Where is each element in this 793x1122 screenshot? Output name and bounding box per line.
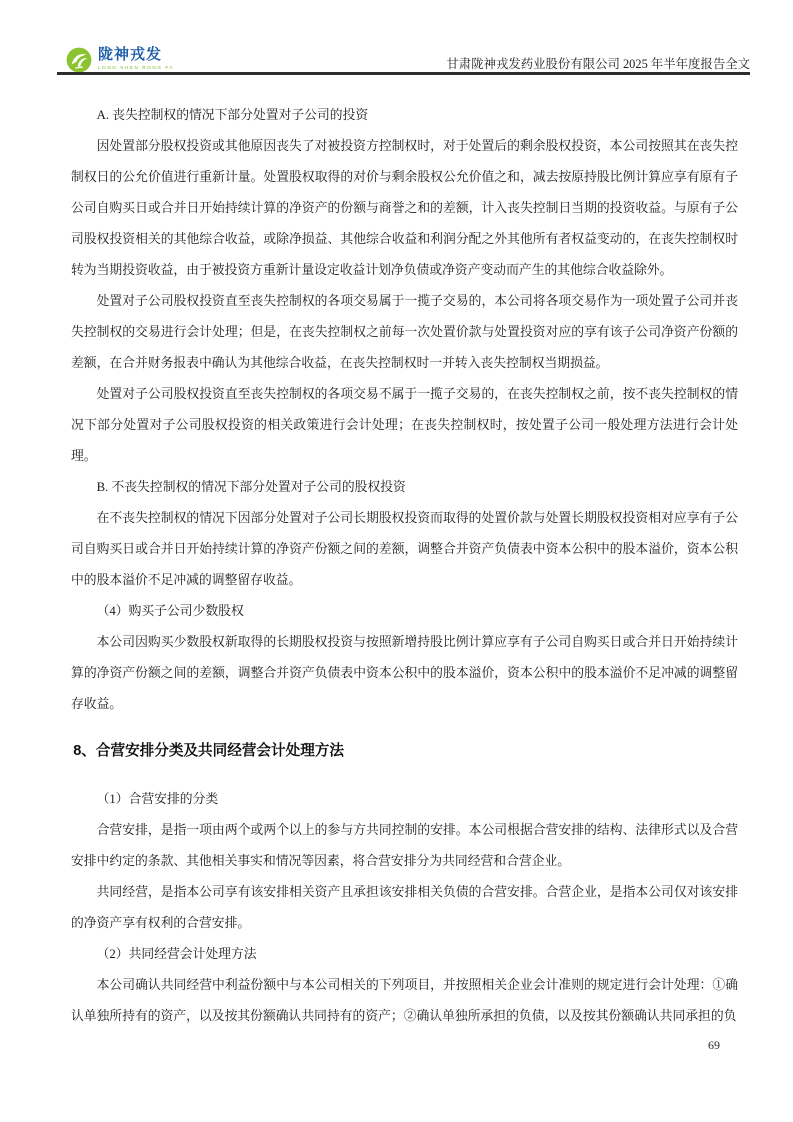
logo-company-name-en: LONG SHEN RONG FA	[98, 65, 175, 70]
paragraph: 合营安排，是指一项由两个或两个以上的参与方共同控制的安排。本公司根据合营安排的结构、法律形式以及合营安排中约定的条款、其他相关事实和情况等因素，将合营安排分为共同经营和合营企业。	[71, 823, 738, 868]
paragraph: 处置对子公司股权投资直至丧失控制权的各项交易不属于一揽子交易的，在丧失控制权之前，按不丧失控制权的情况下部分处置对子公司股权投资的相关政策进行会计处理；在丧失控制权时，按处置子公司一般处理方法进行会计处理。	[71, 387, 738, 463]
company-logo	[66, 47, 174, 73]
paragraph: 本公司因购买少数股权新取得的长期股权投资与按照新增持股比例计算应享有子公司自购买日或合并日开始持续计算的净资产份额之间的差额，调整合并资产负债表中资本公积中的股本溢价，资本公积中的股本溢价不足冲减的调整留存收益。	[71, 635, 738, 711]
paragraph: 在不丧失控制权的情况下因部分处置对子公司长期股权投资而取得的处置价款与处置长期股权投资相对应享有子公司自购买日或合并日开始持续计算的净资产份额之间的差额，调整合并资产负债表中资本公积中的股本溢价，资本公积中的股本溢价不足冲减的调整留存收益。	[71, 511, 738, 587]
paragraph: 共同经营，是指本公司享有该安排相关资产且承担该安排相关负债的合营安排。合营企业，是指本公司仅对该安排的净资产享有权利的合营安排。	[71, 885, 738, 930]
section-heading-8: 8、合营安排分类及共同经营会计处理方法	[73, 743, 344, 759]
sub-heading-2: （2）共同经营会计处理方法	[96, 947, 257, 961]
page-number: 69	[708, 1038, 720, 1052]
logo-company-name: 陇神戎发	[98, 46, 163, 63]
sub-heading-1: （1）合营安排的分类	[96, 792, 219, 806]
paragraph: 因处置部分股权投资或其他原因丧失了对被投资方控制权时，对于处置后的剩余股权投资，本公司按照其在丧失控制权日的公允价值进行重新计量。处置股权取得的对价与剩余股权公允价值之和，减去按原持股比例计算应享有原有子公司自购买日或合并日开始持续计算的净资产的份额与商誉之和的差额，计入丧失控制日当期的投资收益。与原有子公司股权投资相关的其他综合收益，或除净损益、其他综合收益和利润分配之外其他所有者权益变动的，在丧失控制权时转为当期投资收益，由于被投资方重新计量设定收益计划净负债或净资产变动而产生的其他综合收益除外。	[71, 139, 738, 277]
paragraph: 处置对子公司股权投资直至丧失控制权的各项交易属于一揽子交易的，本公司将各项交易作为一项处置子公司并丧失控制权的交易进行会计处理；但是，在丧失控制权之前每一次处置价款与处置投资对应的享有该子公司净资产份额的差额，在合并财务报表中确认为其他综合收益，在丧失控制权时一并转入丧失控制权当期损益。	[71, 294, 738, 370]
page-header	[0, 0, 793, 95]
paragraph: 本公司确认共同经营中利益份额中与本公司相关的下列项目，并按照相关企业会计准则的规定进行会计处理：①确认单独所持有的资产，以及按其份额确认共同持有的资产；②确认单独所承担的负债，以及按其份额确认共同承担的负	[71, 978, 738, 1023]
sub-heading-a: A. 丧失控制权的情况下部分处置对子公司的投资	[96, 108, 369, 122]
logo-mark-icon	[66, 47, 92, 73]
logo-text	[98, 47, 174, 71]
report-header-title: 甘肃陇神戎发药业股份有限公司 2025 年半年度报告全文	[446, 57, 750, 71]
sub-heading-4: （4）购买子公司少数股权	[96, 604, 244, 618]
document-body	[71, 100, 738, 1032]
sub-heading-b: B. 不丧失控制权的情况下部分处置对子公司的股权投资	[96, 480, 406, 494]
header-divider	[57, 72, 750, 75]
